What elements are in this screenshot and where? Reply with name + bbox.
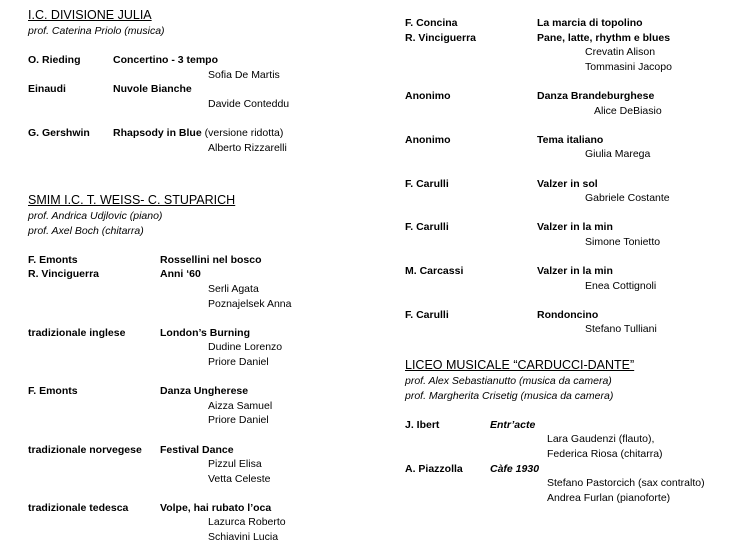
program-entry — [405, 133, 750, 162]
program-entry — [405, 308, 750, 337]
piece-title: Tema italiano — [537, 133, 604, 146]
piece-title: La marcia di topolino — [537, 17, 643, 29]
teacher-line: prof. Andrica Udjlovic (piano) — [28, 210, 163, 222]
piece-title: Valzer in la min — [537, 221, 613, 234]
program-entry — [405, 177, 750, 206]
composer: F. Carulli — [405, 177, 449, 190]
piece-title: Entr’acte — [490, 418, 536, 431]
performer: Serli Agata — [208, 282, 259, 295]
teacher-line: prof. Margherita Crisetig (musica da camera) — [405, 389, 614, 402]
performer: Stefano Pastorcich (sax contralto) — [547, 477, 705, 490]
performer: Gabriele Costante — [585, 192, 670, 205]
program-entry — [405, 31, 750, 75]
section-continued — [405, 16, 750, 337]
composer: G. Gershwin — [28, 127, 90, 140]
performer: Alice DeBiasio — [594, 104, 662, 117]
program-entry — [28, 126, 378, 155]
composer: F. Concina — [405, 17, 458, 29]
performer: Vetta Celeste — [208, 472, 271, 485]
teacher-line: prof. Alex Sebastianutto (musica da camera) — [405, 375, 612, 387]
piece-title: Anni ‘60 — [160, 268, 201, 281]
section-liceo-musicale — [405, 357, 750, 505]
composer: tradizionale inglese — [28, 326, 126, 339]
performer: Alberto Rizzarelli — [208, 141, 287, 154]
program-entry — [28, 501, 378, 545]
piece-title: Valzer in la min — [537, 265, 613, 278]
performer: Andrea Furlan (pianoforte) — [547, 491, 671, 504]
performer: Lazurca Roberto — [208, 516, 286, 529]
piece-title: Valzer in sol — [537, 177, 598, 190]
program-entry — [405, 264, 750, 293]
performer: Enea Cottignoli — [585, 279, 657, 292]
composer: Anonimo — [405, 89, 451, 102]
section-title: LICEO MUSICALE “CARDUCCI-DANTE” — [405, 358, 635, 372]
program-entry — [28, 267, 378, 311]
piece-title: Rossellini nel bosco — [160, 253, 262, 266]
composer: F. Carulli — [405, 308, 449, 321]
program-entry — [28, 53, 378, 82]
performer: Lara Gaudenzi (flauto), — [547, 433, 655, 446]
composer: A. Piazzolla — [405, 462, 463, 475]
piece-title: Concertino - 3 tempo — [113, 54, 219, 67]
piece-title: London’s Burning — [160, 326, 251, 339]
section-smim — [28, 192, 378, 545]
composer: R. Vinciguerra — [28, 268, 99, 281]
section-title: SMIM I.C. T. WEISS- C. STUPARICH — [28, 193, 236, 207]
piece-title: Nuvole Bianche — [113, 83, 192, 96]
program-entry — [405, 89, 750, 118]
composer: Anonimo — [405, 133, 451, 146]
program-entry — [28, 326, 378, 370]
piece-title: Rondoncino — [537, 308, 599, 321]
performer: Crevatin Alison — [585, 46, 656, 59]
performer: Simone Tonietto — [585, 235, 661, 248]
composer: tradizionale norvegese — [28, 443, 142, 456]
piece-title: Volpe, hai rubato l’oca — [160, 501, 272, 514]
performer: Pizzul Elisa — [208, 458, 262, 471]
performer: Schiavini Lucia — [208, 531, 279, 544]
performer: Federica Riosa (chitarra) — [547, 447, 663, 460]
performer: Dudine Lorenzo — [208, 341, 283, 354]
program-entry — [405, 418, 750, 462]
teacher-line: prof. Caterina Priolo (musica) — [28, 25, 165, 37]
performer: Stefano Tulliani — [585, 323, 657, 336]
piece-title: Danza Ungherese — [160, 385, 249, 398]
teacher-line: prof. Axel Boch (chitarra) — [28, 224, 144, 237]
program-entry — [28, 82, 378, 111]
composer: tradizionale tedesca — [28, 501, 129, 514]
performer: Tommasini Jacopo — [585, 60, 672, 73]
performer: Sofia De Martis — [208, 68, 280, 81]
section-divisione-julia — [28, 7, 378, 155]
performer: Priore Daniel — [208, 355, 269, 368]
composer: Einaudi — [28, 83, 66, 96]
composer: M. Carcassi — [405, 265, 464, 278]
program-entry — [405, 16, 750, 31]
program-entry — [28, 384, 378, 428]
composer: R. Vinciguerra — [405, 31, 476, 44]
piece-title: Rhapsody in Blue (versione ridotta) — [113, 127, 284, 140]
program-entry — [28, 443, 378, 487]
piece-title: Càfe 1930 — [490, 462, 540, 475]
composer: F. Emonts — [28, 385, 78, 398]
program-entry — [405, 220, 750, 249]
program-entry — [405, 462, 750, 506]
piece-title: Danza Brandeburghese — [537, 89, 655, 102]
composer: F. Emonts — [28, 253, 78, 266]
piece-title: Pane, latte, rhythm e blues — [537, 31, 671, 44]
performer: Aizza Samuel — [208, 399, 273, 412]
composer: F. Carulli — [405, 221, 449, 234]
piece-title: Festival Dance — [160, 443, 234, 456]
piece-note: (versione ridotta) — [201, 127, 284, 140]
composer: J. Ibert — [405, 418, 440, 431]
section-title: I.C. DIVISIONE JULIA — [28, 8, 152, 22]
performer: Giulia Marega — [585, 148, 651, 161]
composer: O. Rieding — [28, 54, 81, 67]
performer: Priore Daniel — [208, 414, 269, 427]
performer: Poznajelsek Anna — [208, 297, 292, 310]
program-entry — [28, 253, 378, 268]
performer: Davide Conteddu — [208, 97, 290, 110]
